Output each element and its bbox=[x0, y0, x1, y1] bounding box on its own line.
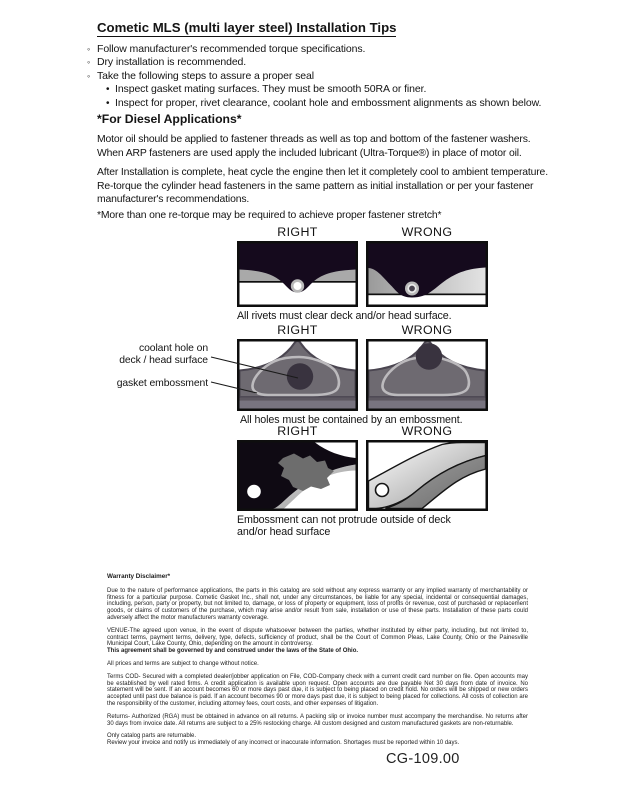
list-item bbox=[87, 56, 595, 69]
diesel-paragraph-1: Motor oil should be applied to fastener threads as well as top and bottom of the fastener washers. When ARP fasteners are used apply the included lubricant (Ultra-Torque®) in place of motor oil. bbox=[97, 134, 531, 159]
coolant-hole-label: coolant hole on deck / head surface bbox=[119, 343, 208, 366]
returnable-line: Only catalog parts are returnable. bbox=[107, 733, 197, 740]
diesel-paragraph-2: After Installation is complete, heat cycle the engine then let it completely cool to ambient temperature. Re-torque the cylinder head fasteners in the same pattern as initial installation or per your fastener manufacturer's recommendations. bbox=[97, 167, 548, 206]
rivet-clearance-diagram bbox=[237, 225, 497, 322]
coolant-hole-misaligned bbox=[416, 343, 442, 369]
hole-wrong-panel bbox=[366, 339, 488, 411]
diagram-labels bbox=[237, 225, 497, 239]
embossment-leader-line bbox=[211, 382, 257, 393]
returns-paragraph: Returns- Authorized (RGA) must be obtained in advance on all returns. A packing slip or invoice number must accompany the merchandise. No returns after 30 days from invoice date. All returns are subject to a 25% restocking charge. All custom designed and custom manufactured gaskets are non-returnable. bbox=[107, 713, 528, 727]
diagram-panels bbox=[237, 440, 497, 511]
retorque-note: *More than one re-torque may be required to achieve proper fastener stretch* bbox=[97, 210, 442, 221]
terms-cod-paragraph: Terms COD- Secured with a completed dealer/jobber application on File, COD-Company check with a current credit card number on file. Open accounts may be established by well rated firms. A credit application is available upon request. Open accounts are due payable Net 30 days from date of invoice. No statement will be sent. If an account becomes 60 or more days past due, it is subject to being placed on credit hold. No orders will be shipped or new orders accepted until past due balance is paid. If an account becomes 90 or more days past due, it is subject to being placed for collections. All costs of collection are the responsibility of the customer, including attorney fees, court costs, and other expenses of litigation. bbox=[107, 673, 528, 707]
venue-paragraph: VENUE-The agreed upon venue, in the event of dispute whatsoever between the parties, whether instituted by either party, including, but not limited to, contract terms, payment terms, delivery, type, defects, sufficiency of product, shall be the Court of Common Pleas, Lake County, Ohio or the Painesville Municipal Court, Lake County, Ohio, depending on the amount in controversy. bbox=[107, 627, 528, 648]
list-item-text: Inspect for proper, rivet clearance, coolant hole and embossment alignments as shown below. bbox=[115, 96, 542, 109]
right-label: RIGHT bbox=[277, 225, 318, 239]
governing-law-line: This agreement shall be governed by and construed under the laws of the State of Ohio. bbox=[107, 648, 359, 655]
list-item bbox=[87, 43, 595, 56]
list-item-text: Dry installation is recommended. bbox=[97, 56, 247, 69]
bullet-icon: ◦ bbox=[87, 57, 91, 68]
right-label: RIGHT bbox=[277, 424, 318, 438]
bullet-icon: • bbox=[106, 84, 110, 96]
diagram-panels bbox=[237, 241, 497, 307]
warranty-disclaimer-section bbox=[107, 574, 528, 747]
rivet-caption: All rivets must clear deck and/or head surface. bbox=[237, 310, 452, 322]
diagram-labels bbox=[237, 323, 497, 337]
list-item-text: Inspect gasket mating surfaces. They must be smooth 50RA or finer. bbox=[115, 83, 427, 96]
list-item bbox=[87, 70, 595, 83]
diagram-labels bbox=[237, 424, 497, 438]
wrong-label: WRONG bbox=[401, 424, 453, 438]
gasket-embossment-label: gasket embossment bbox=[116, 378, 208, 389]
warranty-heading: Warranty Disclaimer* bbox=[107, 573, 171, 580]
prices-terms-line: All prices and terms are subject to change without notice. bbox=[107, 660, 259, 667]
embossment-protrusion-diagram bbox=[237, 424, 497, 538]
warranty-paragraph: Due to the nature of performance applications, the parts in this catalog are sold without any express warranty or any implied warranty of merchantability or fitness for a particular purpose. Cometic Gasket Inc., shall not, under any circumstances, be liable for any special, incidental or consequential damages, including, person, party or property, but not limited to, damage, or loss of property or equipment, loss of profits or revenue, cost of purchased or replacement goods, or claims of customers of the purchase, which may arise and/or result from sale, installation or use of these parts. Installation of these parts could adversely affect the motor manufacturers warranty coverage. bbox=[107, 587, 528, 621]
embossment-wrong-panel bbox=[366, 440, 488, 511]
bolt-hole bbox=[376, 484, 389, 497]
diesel-applications-heading: *For Diesel Applications* bbox=[97, 112, 242, 126]
coolant-leader-line bbox=[211, 357, 298, 378]
list-item-text: Follow manufacturer's recommended torque specifications. bbox=[97, 43, 366, 55]
review-invoice-line: Review your invoice and notify us immediately of any incorrect or inaccurate information. Shortages must be reported within 10 days. bbox=[107, 740, 460, 747]
bullet-icon: ◦ bbox=[87, 44, 91, 54]
bullet-icon: ◦ bbox=[87, 70, 91, 81]
bullet-icon: • bbox=[106, 97, 110, 109]
rivet-center bbox=[409, 286, 415, 292]
page-title: Cometic MLS (multi layer steel) Installation Tips bbox=[97, 20, 397, 35]
wrong-label: WRONG bbox=[401, 323, 453, 337]
sub-list-item bbox=[106, 97, 595, 110]
rivet-wrong-panel bbox=[366, 241, 488, 307]
sub-list-item bbox=[106, 83, 595, 96]
hole-caption: All holes must be contained by an embossment. bbox=[240, 414, 463, 426]
wrong-label: WRONG bbox=[401, 225, 453, 239]
rivet-center bbox=[294, 282, 302, 290]
page-number: CG-109.00 bbox=[386, 751, 460, 767]
embossment-right-panel bbox=[237, 440, 358, 511]
right-label: RIGHT bbox=[277, 323, 318, 337]
installation-tips-list bbox=[87, 43, 595, 110]
bolt-hole bbox=[247, 485, 261, 499]
leader-lines bbox=[210, 350, 310, 402]
rivet-right-panel bbox=[237, 241, 358, 307]
list-item-text: Take the following steps to assure a proper seal bbox=[97, 69, 314, 82]
embossment-caption: Embossment can not protrude outside of deck and/or head surface bbox=[237, 514, 451, 538]
